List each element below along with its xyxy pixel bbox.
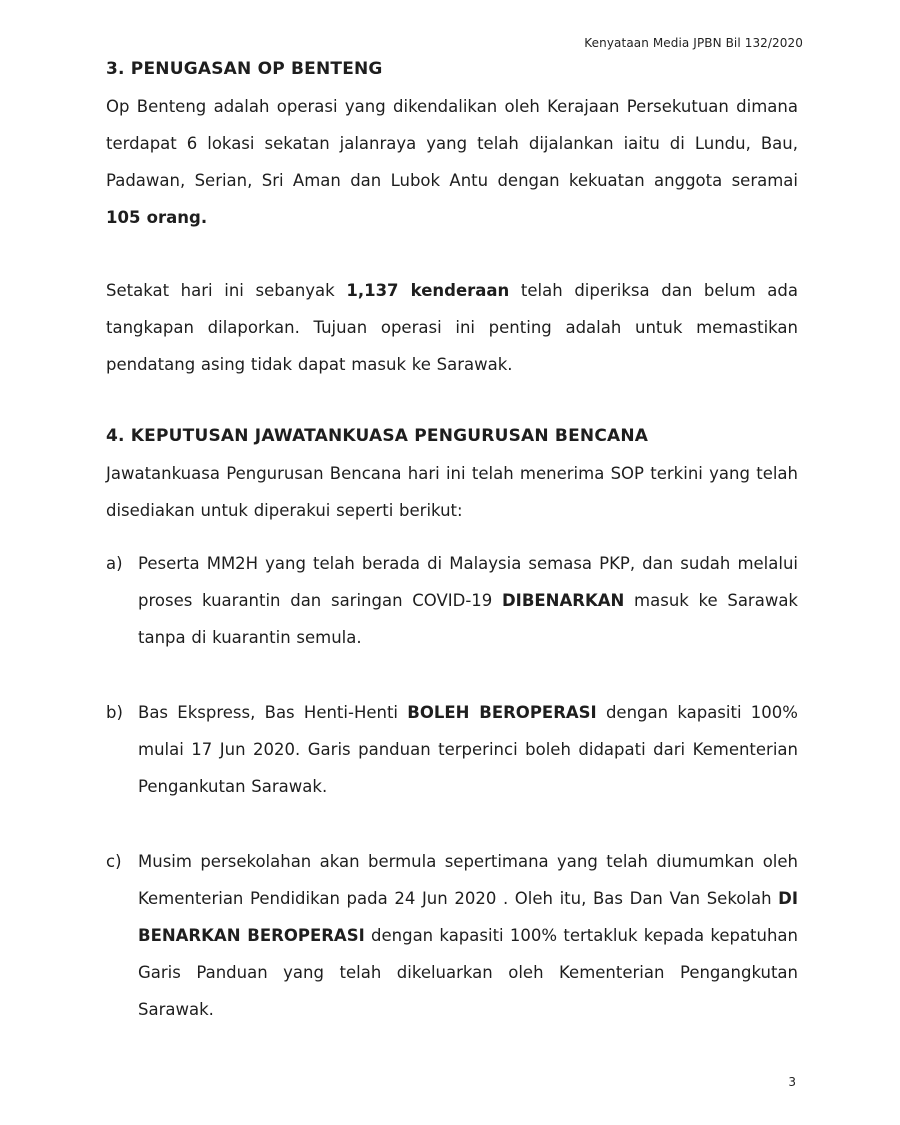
paragraph-text: Setakat hari ini sebanyak — [106, 281, 347, 300]
paragraph-bold-text: 1,137 kenderaan — [346, 281, 510, 300]
paragraph-text: dengan kapasiti 100% tertakluk kepada kepatuhan Garis Panduan yang telah dikeluarkan oleh Kementerian Pengangkutan Sarawak. — [138, 926, 799, 1019]
paragraph-text: masuk ke Sarawak tanpa di kuarantin semula. — [138, 591, 798, 647]
paragraph-text: Op Benteng adalah operasi yang dikendalikan oleh Kerajaan Persekutuan dimana terdapat 6 lokasi sekatan jalanraya yang telah dijalankan iaitu di Lundu, Bau, Padawan, Serian, Sri Aman dan Lubok Antu dengan kekuatan anggota seramai — [106, 97, 798, 190]
paragraph-bold-text: DIBENARKAN — [501, 591, 625, 610]
section-3-paragraph-2 — [106, 272, 798, 383]
paragraph-text: telah diperiksa dan belum ada tangkapan dilaporkan. Tujuan operasi ini penting adalah untuk memastikan pendatang asing tidak dapat masuk ke Sarawak. — [106, 281, 798, 374]
paragraph-text: dengan kapasiti 100% mulai 17 Jun 2020. Garis panduan terperinci boleh didapati dari Kementerian Pengankutan Sarawak. — [138, 703, 798, 796]
paragraph-text: Peserta MM2H yang telah berada di Malaysia semasa PKP, dan sudah melalui proses kuarantin dan saringan COVID-19 — [138, 554, 798, 610]
list-item-b — [106, 694, 798, 805]
list-item-c — [106, 843, 798, 1028]
paragraph-bold-text: 105 orang. — [106, 208, 208, 227]
paragraph-bold-text: BOLEH BEROPERASI — [407, 703, 597, 722]
list-marker: c) — [106, 852, 122, 871]
document-content — [106, 56, 798, 1028]
list-item-text — [138, 545, 798, 656]
media-statement-reference: Kenyataan Media JPBN Bil 132/2020 — [584, 36, 803, 50]
paragraph-text: Bas Ekspress, Bas Henti-Henti — [138, 703, 408, 722]
list-marker: a) — [106, 554, 123, 573]
list-item-text — [138, 843, 798, 1028]
paragraph-bold-text: DI BENARKAN BEROPERASI — [138, 889, 798, 945]
list-item-text — [138, 694, 798, 805]
list-marker: b) — [106, 703, 123, 722]
paragraph-text: Musim persekolahan akan bermula sepertimana yang telah diumumkan oleh Kementerian Pendidikan pada 24 Jun 2020 . Oleh itu, Bas Dan Van Sekolah — [138, 852, 798, 908]
section-3-heading: 3. PENUGASAN OP BENTENG — [106, 59, 383, 79]
page-number: 3 — [788, 1075, 796, 1089]
section-4-heading: 4. KEPUTUSAN JAWATANKUASA PENGURUSAN BENCANA — [106, 426, 649, 446]
list-item-a — [106, 545, 798, 656]
section-4-intro: Jawatankuasa Pengurusan Bencana hari ini telah menerima SOP terkini yang telah disediakan untuk diperakui seperti berikut: — [106, 464, 798, 520]
section-3-paragraph-1 — [106, 88, 798, 236]
